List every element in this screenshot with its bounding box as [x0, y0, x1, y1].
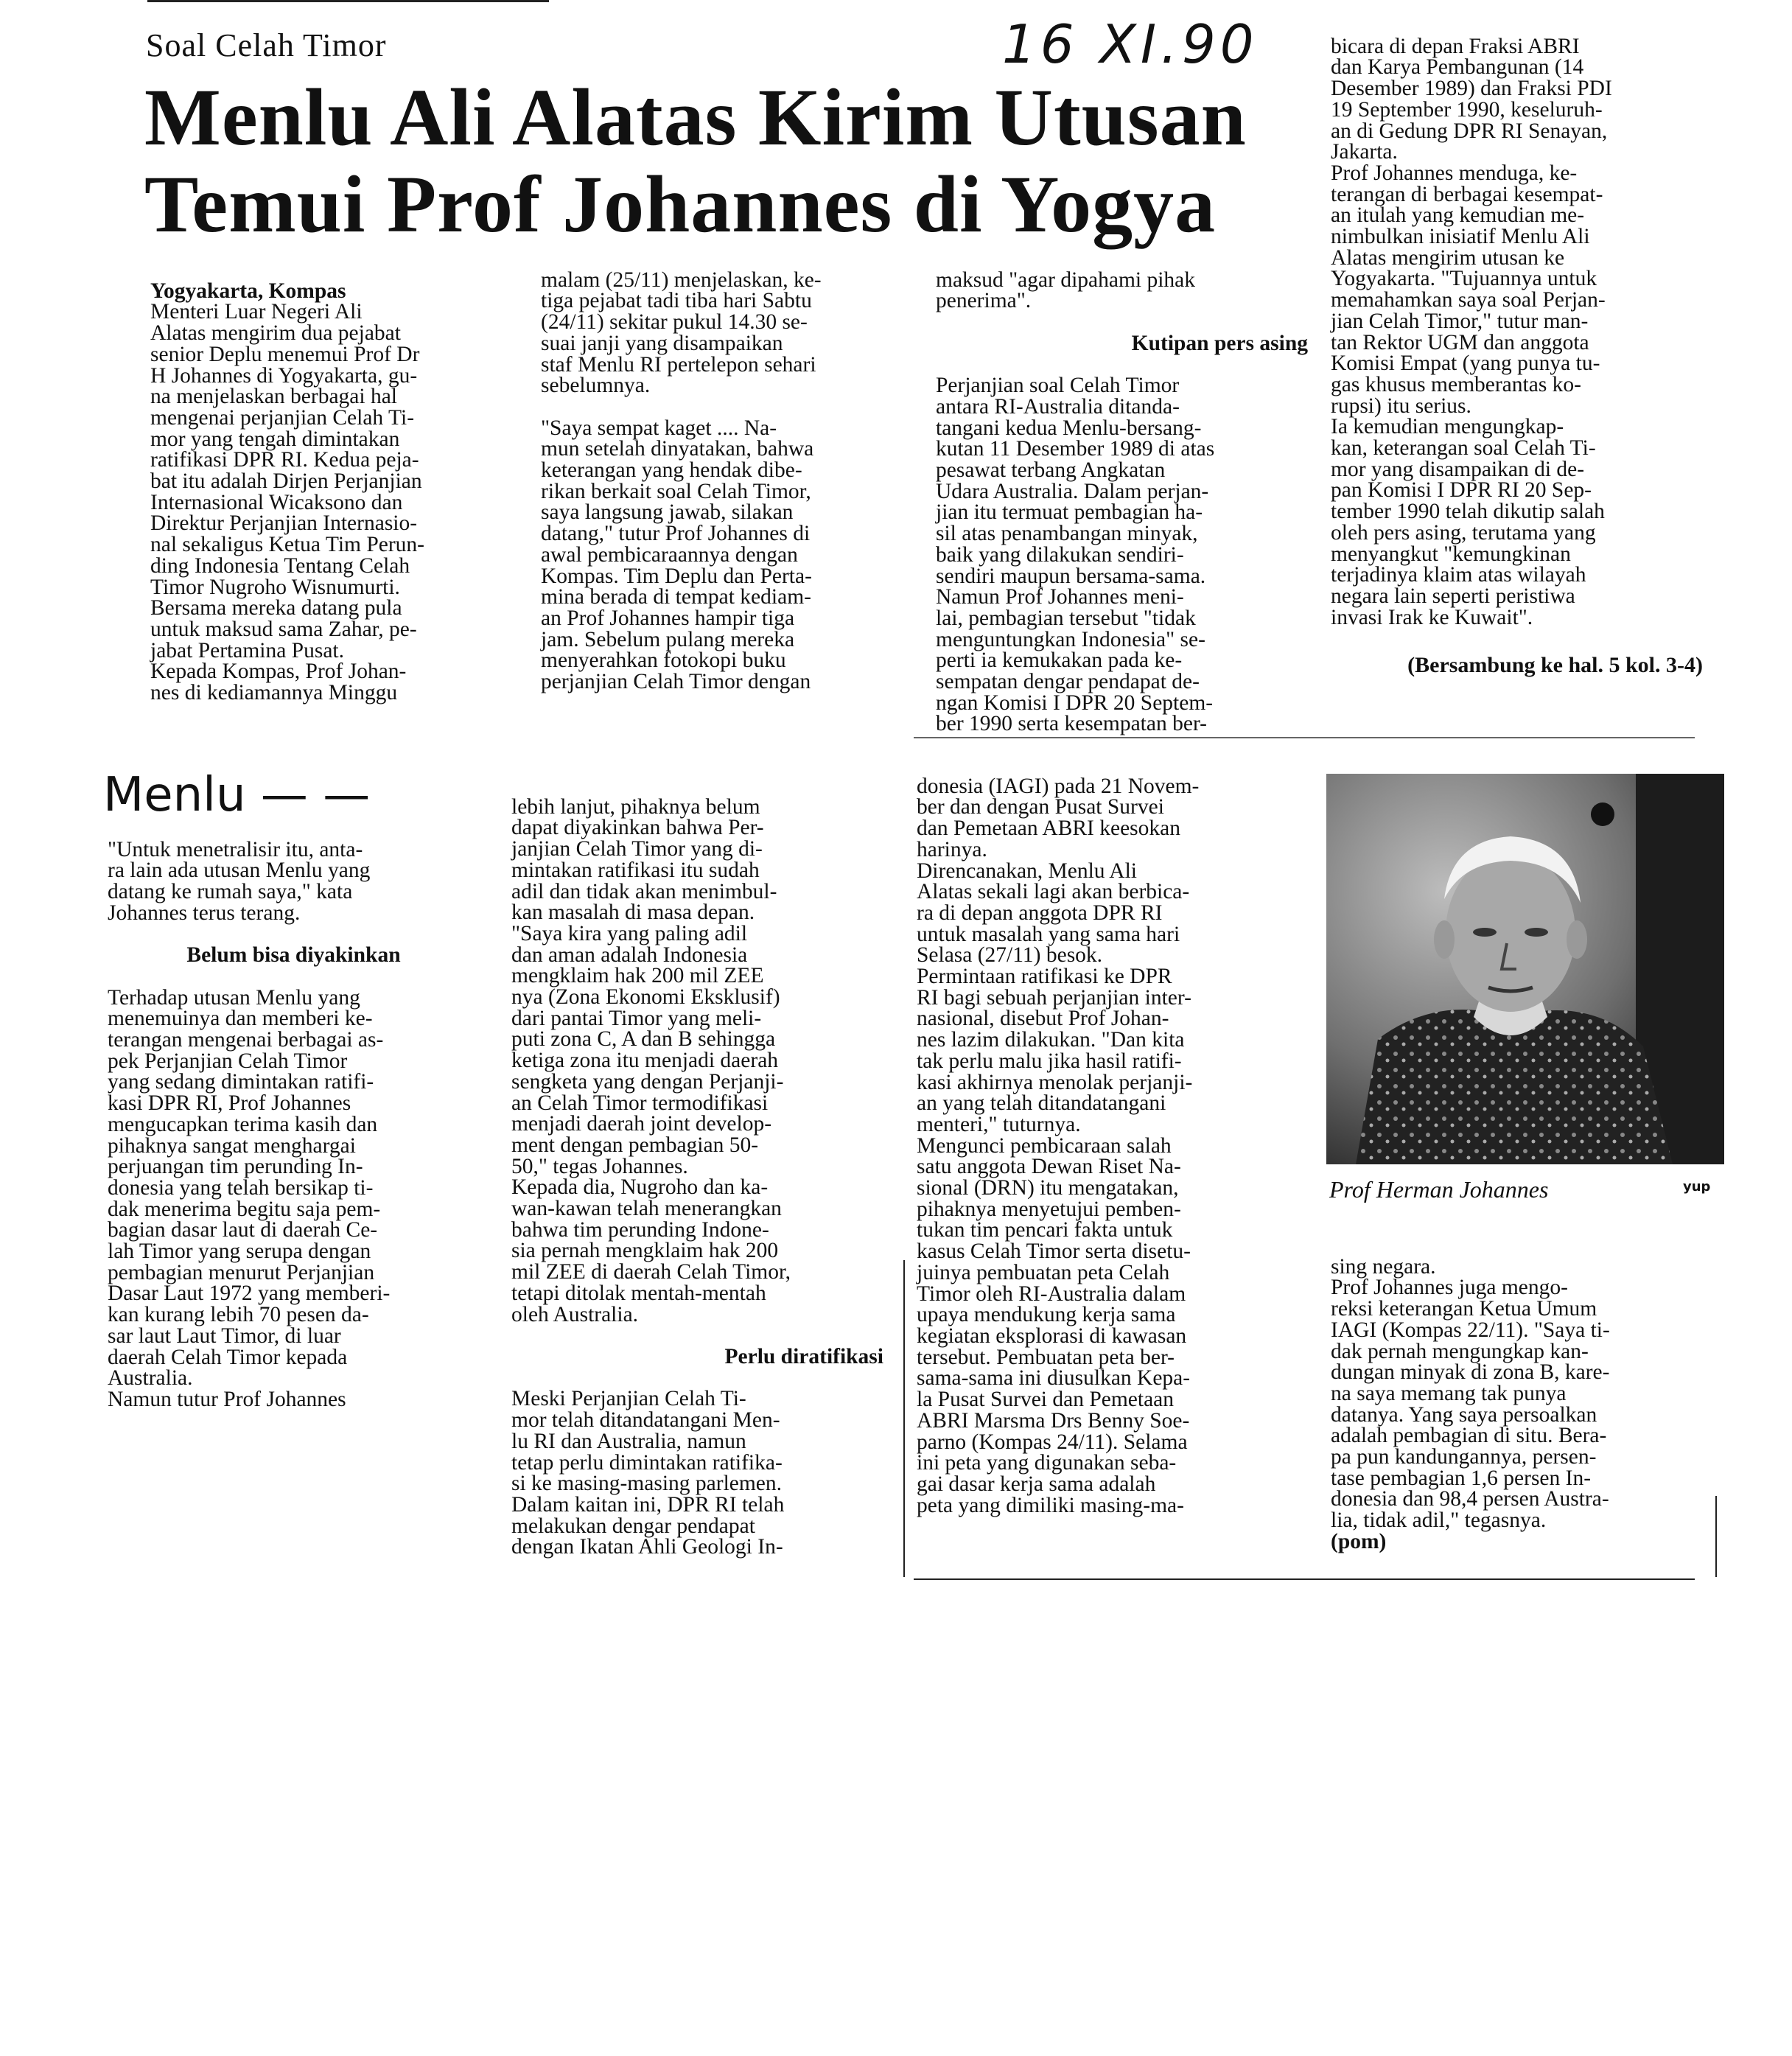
bottom-rule	[914, 1578, 1695, 1580]
article-col-3-text-after: Perjanjian soal Celah Timor antara RI-Australia ditanda- tangani kedua Menlu-bersang- kutan 11 Desember 1989 di atas pesawat terbang Angkatan Udara Australia. Dalam perjan- jian itu termuat pembagian ha- sil atas penambangan minyak, baik yang dilakukan sendiri- sendiri maupun bersama-sama. Namun Prof Johannes meni- lai, pembagian tersebut "tidak menguntungkan Indonesia" se- perti ia kemukakan pada ke- sempatan dengar pendapat de- ngan Komisi I DPR 20 Septem- ber 1990 serta kesempatan ber-	[936, 374, 1215, 736]
photo-credit: yup	[1683, 1179, 1711, 1195]
portrait-photo-graphic	[1326, 774, 1724, 1164]
article-col-2-text: malam (25/11) menjelaskan, ke- tiga pejabat tadi tiba hari Sabtu (24/11) sekitar pukul 14.30 se- suai janji yang disampaikan staf Menlu RI pertelepon sehari sebelumnya. "Saya sempat kaget .... Na- mun setelah dinyatakan, bahwa keterangan yang hendak dibe- rikan berkait soal Celah Timor, saya langsung jawab, silakan datang," tutur Prof Johannes di awal pembicaraannya dengan Kompas. Tim Deplu dan Perta- mina berada di tempat kediam- an Prof Johannes hampir tiga jam. Sebelum pulang mereka menyerahkan fotokopi buku perjanjian Celah Timor dengan	[541, 268, 822, 694]
portrait-photo	[1326, 774, 1724, 1164]
jump-col-1-text-before: "Untuk menetralisir itu, anta- ra lain ada utusan Menlu yang datang ke rumah saya," kata Johannes terus terang.	[108, 837, 371, 925]
article-col-1-text: Menteri Luar Negeri Ali Alatas mengirim dua pejabat senior Deplu menemui Prof Dr H Johannes di Yogyakarta, gu- na menjelaskan berbagai hal mengenai perjanjian Celah Ti- mor yang tengah dimintakan ratifikasi DPR RI. Kedua peja- bat itu adalah Dirjen Perjanjian Internasional Wicaksono dan Direktur Perjanjian Internasio- nal sekaligus Ketua Tim Perun- ding Indonesia Tentang Celah Timor Nugroho Wisnumurti. Bersama mereka datang pula untuk maksud sama Zahar, pe- jabat Pertamina Pusat. Kepada Kompas, Prof Johan- nes di kediamannya Minggu	[150, 300, 425, 705]
jump-col-1	[108, 818, 480, 1431]
margin-line-right	[1715, 1496, 1717, 1577]
jump-col-2-text-before: lebih lanjut, pihaknya belum dapat diyakinkan bahwa Per- janjian Celah Timor yang di- mintakan ratifikasi itu sudah adil dan tidak akan menimbul- kan masalah di masa depan. "Saya kira yang paling adil dan aman adalah Indonesia mengklaim hak 200 mil ZEE nya (Zona Ekonomi Eksklusif) dari pantai Timor yang meli- puti zona C, A dan B sehingga ketiga zona itu menjadi daerah sengketa yang dengan Perjanji- an Celah Timor termodifikasi menjadi daerah joint develop- ment dengan pembagian 50- 50," tegas Johannes. Kepada dia, Nugroho dan ka- wan-kawan telah menerangkan bahwa tim perunding Indone- sia pernah mengklaim hak 200 mil ZEE di daerah Celah Timor, tetapi ditolak mentah-mentah oleh Australia.	[511, 794, 791, 1326]
jump-col-2-text-after: Meski Perjanjian Celah Ti- mor telah ditandatangani Men- lu RI dan Australia, namun tetap perlu dimintakan ratifika- si ke masing-masing parlemen. Dalam kaitan ini, DPR RI telah melakukan dengar pendapat dengan Ikatan Ahli Geologi In-	[511, 1387, 785, 1559]
jump-col-1-text-after: Terhadap utusan Menlu yang menemuinya dan memberi ke- terangan mengenai berbagai as- pek Perjanjian Celah Timor yang sedang dimintakan ratifi- kasi DPR RI, Prof Johannes mengucapkan terima kasih dan pihaknya sangat menghargai perjuangan tim perunding In- donesia yang telah bersikap ti- dak menerima begitu saja pem- bagian dasar laut di daerah Ce- lah Timor yang serupa dengan pembagian menurut Perjanjian Dasar Laut 1972 yang memberi- kan kurang lebih 70 pesen da- sar laut Laut Timor, di luar daerah Celah Timor kepada Australia. Namun tutur Prof Johannes	[108, 985, 391, 1411]
subhead-belum-bisa: Belum bisa diyakinkan	[186, 943, 401, 968]
subhead-kutipan: Kutipan pers asing	[1131, 331, 1308, 355]
jump-col-4	[1331, 1235, 1703, 1553]
top-rule	[147, 0, 549, 2]
jump-col-2	[511, 775, 883, 1579]
handwritten-date: 16 XI.90	[1002, 13, 1259, 75]
dateline: Yogyakarta, Kompas	[150, 279, 346, 303]
kicker: Soal Celah Timor	[146, 27, 387, 63]
jump-col-4-text: sing negara. Prof Johannes juga mengo- reksi keterangan Ketua Umum IAGI (Kompas 22/11). "Saya ti- dak pernah mengungkap kan- dungan minyak di zona B, kare- na saya memang tak punya datanya. Yang saya persoalkan adalah pembagian di situ. Bera- pa pun kandungannya, persen- tase pembagian 1,6 persen In- donesia dan 98,4 persen Austra- lia, tidak adil," tegasnya.	[1331, 1254, 1610, 1533]
signoff: (pom)	[1331, 1529, 1387, 1553]
section-divider	[914, 737, 1695, 738]
continued-note: (Bersambung ke hal. 5 kol. 3-4)	[1407, 653, 1703, 678]
article-col-4-text: bicara di depan Fraksi ABRI dan Karya Pembangunan (14 Desember 1989) dan Fraksi PDI 19 September 1990, keseluruh- an di Gedung DPR RI Senayan, Jakarta. Prof Johannes menduga, ke- terangan di berbagai kesempat- an itulah yang kemudian me- nimbulkan inisiatif Menlu Ali Alatas mengirim utusan ke Yogyakarta. "Tujuannya untuk memahamkan saya soal Perjan- jian Celah Timor," tutur man- tan Rektor UGM dan anggota Komisi Empat (yang punya tu- gas khusus memberantas ko- rupsi) itu serius. Ia kemudian mengungkap- kan, keterangan soal Celah Ti- mor yang disampaikan di de- pan Komisi I DPR RI 20 Sep- tember 1990 telah dikutip salah oleh pers asing, terutama yang menyangkut "kemungkinan terjadinya klaim atas wilayah negara lain seperti peristiwa invasi Irak ke Kuwait".	[1331, 34, 1612, 629]
article-col-3-text-before: maksud "agar dipahami pihak penerima".	[936, 268, 1196, 313]
headline: Menlu Ali Alatas Kirim Utusan Temui Prof Johannes di Yogya	[144, 72, 1247, 249]
photo-caption: Prof Herman Johannes	[1329, 1176, 1549, 1203]
article-col-2	[541, 248, 913, 713]
article-col-1	[150, 259, 519, 724]
article-col-4	[1331, 15, 1703, 698]
margin-line-left	[903, 1260, 905, 1577]
subhead-perlu: Perlu diratifikasi	[724, 1344, 883, 1368]
jump-heading: Menlu — —	[103, 768, 371, 822]
jump-col-3	[917, 755, 1300, 1537]
jump-col-3-text: donesia (IAGI) pada 21 Novem- ber dan dengan Pusat Survei dan Pemetaan ABRI keesokan harinya. Direncanakan, Menlu Ali Alatas sekali lagi akan berbica- ra di depan anggota DPR RI untuk masalah yang sama hari Selasa (27/11) besok. Permintaan ratifikasi ke DPR RI bagi sebuah perjanjian inter- nasional, disebut Prof Johan- nes lazim dilakukan. "Dan kita tak perlu malu jika hasil ratifi- kasi akhirnya menolak perjanji- an yang telah ditandatangani menteri," tuturnya. Mengunci pembicaraan salah satu anggota Dewan Riset Na- sional (DRN) itu mengatakan, pihaknya menyetujui pemben- tukan tim pencari fakta untuk kasus Celah Timor serta disetu- juinya pembuatan peta Celah Timor oleh RI-Australia dalam upaya mendukung kerja sama kegiatan eksplorasi di kawasan tersebut. Pembuatan peta ber- sama-sama ini diusulkan Kepa- la Pusat Survei dan Pemetaan ABRI Marsma Drs Benny Soe- parno (Kompas 24/11). Selama ini peta yang digunakan seba- gai dasar kerja sama adalah peta yang dimiliki masing-ma-	[917, 774, 1200, 1517]
article-col-3	[936, 248, 1308, 756]
